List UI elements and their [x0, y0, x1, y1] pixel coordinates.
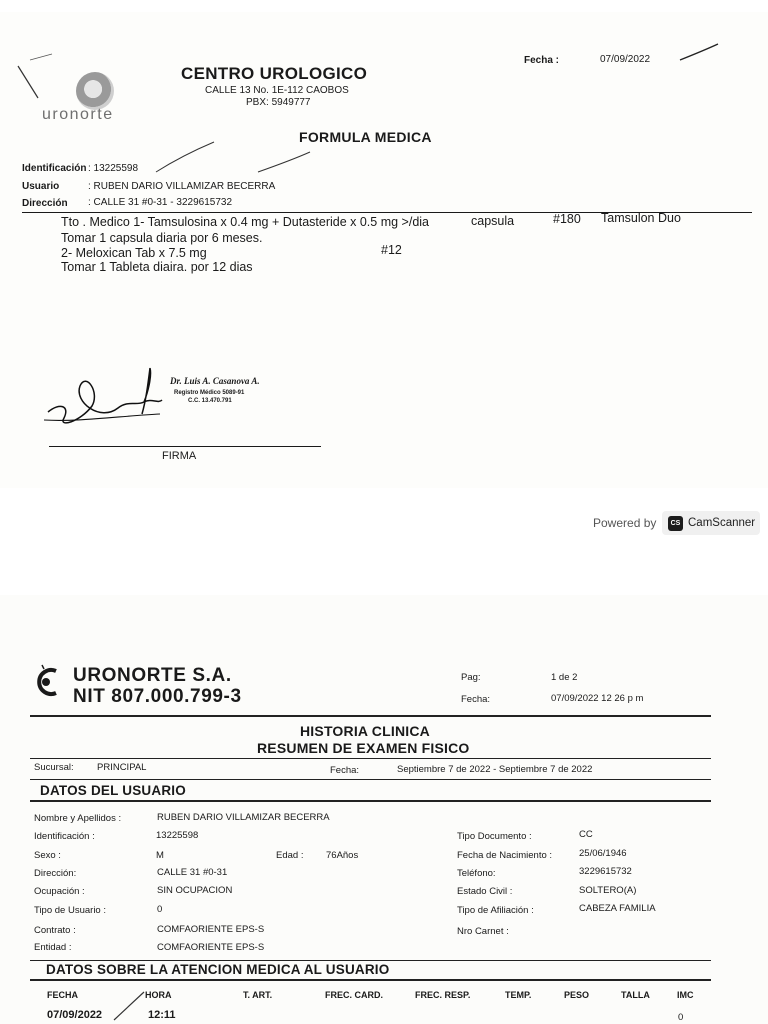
rx-line-3: 2- Meloxican Tab x 7.5 mg	[61, 246, 207, 260]
historia-title: HISTORIA CLINICA	[300, 723, 430, 739]
rx-line-4: Tomar 1 Tableta diaira. por 12 dias	[61, 260, 253, 274]
fecha-nacimiento-label: Fecha de Nacimiento :	[457, 850, 553, 861]
section-datos-usuario: DATOS DEL USUARIO	[40, 783, 186, 798]
col-imc: IMC	[677, 990, 694, 1000]
entidad-value: COMFAORIENTE EPS-S	[157, 942, 265, 953]
estado-civil-value: SOLTERO(A)	[579, 885, 637, 896]
tipo-usuario-label: Tipo de Usuario :	[34, 905, 106, 916]
sucursal-label: Sucursal:	[34, 762, 74, 773]
clinic-address: CALLE 13 No. 1E-112 CAOBOS	[205, 85, 349, 96]
header-band	[30, 715, 711, 717]
entidad-label: Entidad :	[34, 942, 72, 953]
camscanner-badge[interactable]	[662, 511, 760, 535]
handwritten-signature	[40, 362, 170, 434]
periodo-label: Fecha:	[330, 765, 360, 776]
signature-block	[36, 362, 286, 442]
company-nit: NIT 807.000.799-3	[73, 686, 242, 707]
doctor-cc: C.C. 13.470.791	[188, 398, 232, 404]
row-imc: 0	[678, 1012, 684, 1023]
fecha-nacimiento-value: 25/06/1946	[579, 848, 627, 859]
row-fecha: 07/09/2022	[47, 1009, 103, 1021]
tipo-documento-label: Tipo Documento :	[457, 831, 532, 842]
identificacion-label: Identificación	[22, 163, 87, 174]
direccion-label: Dirección	[22, 198, 68, 209]
sexo-label: Sexo :	[34, 850, 61, 861]
edad-value: 76Años	[326, 850, 359, 861]
logo-circle-icon	[76, 72, 114, 110]
direccion2-value: CALLE 31 #0-31	[157, 867, 228, 878]
estado-civil-label: Estado Civil :	[457, 886, 513, 897]
direccion-value: : CALLE 31 #0-31 - 3229615732	[88, 197, 232, 208]
doctor-registro: Registro Médico 5089-91	[174, 390, 245, 396]
telefono-label: Teléfono:	[457, 868, 496, 879]
formula-title: FORMULA MEDICA	[299, 129, 432, 145]
usuario-value: : RUBEN DARIO VILLAMIZAR BECERRA	[88, 181, 276, 192]
camscanner-icon: CS	[668, 516, 683, 531]
company-name: URONORTE S.A.	[73, 665, 232, 686]
col-peso: PESO	[564, 990, 590, 1000]
ocupacion-label: Ocupación :	[34, 886, 85, 897]
col-fecha: FECHA	[47, 990, 78, 1000]
camscanner-label: CamScanner	[688, 517, 756, 529]
nombre-value: RUBEN DARIO VILLAMIZAR BECERRA	[157, 812, 330, 823]
col-frec-card: FREC. CARD.	[325, 990, 383, 1000]
col-temp: TEMP.	[505, 990, 532, 1000]
usuario-label: Usuario	[22, 181, 60, 192]
rx-qty-2: #12	[381, 243, 402, 257]
uronorte-logo	[36, 72, 156, 130]
col-hora: HORA	[145, 990, 172, 1000]
col-frec-resp: FREC. RESP.	[415, 990, 471, 1000]
nombre-label: Nombre y Apellidos :	[34, 813, 122, 824]
signature-line	[49, 446, 321, 447]
tipo-documento-value: CC	[579, 829, 593, 840]
powered-by-text: Powered by	[593, 516, 657, 530]
identificacion-value: : 13225598	[88, 163, 139, 174]
rx-line-1: Tto . Medico 1- Tamsulosina x 0.4 mg + Dutasteride x 0.5 mg >/dia	[61, 215, 429, 229]
section-top-rule	[30, 779, 711, 780]
pag-value: 1 de 2	[551, 672, 578, 683]
contrato-label: Contrato :	[34, 925, 76, 936]
pen-check-mark	[110, 988, 150, 1024]
telefono-value: 3229615732	[579, 866, 632, 877]
historia-subtitle: RESUMEN DE EXAMEN FISICO	[257, 740, 470, 756]
rx-brand: Tamsulon Duo	[601, 211, 681, 225]
clinic-name: CENTRO UROLOGICO	[181, 64, 368, 83]
row-hora: 12:11	[148, 1009, 176, 1021]
rx-qty-1: #180	[553, 212, 581, 226]
sexo-value: M	[156, 850, 164, 861]
direccion2-label: Dirección:	[34, 868, 77, 879]
section-atencion: DATOS SOBRE LA ATENCION MEDICA AL USUARIO	[46, 962, 390, 977]
pag-label: Pag:	[461, 672, 481, 683]
col-t-art: T. ART.	[243, 990, 273, 1000]
tipo-afiliacion-value: CABEZA FAMILIA	[579, 903, 656, 914]
doctor-name: Dr. Luis A. Casanova A.	[170, 376, 260, 386]
identificacion2-label: Identificación :	[34, 831, 95, 842]
contrato-value: COMFAORIENTE EPS-S	[157, 924, 265, 935]
atencion-top-rule	[30, 960, 711, 961]
col-talla: TALLA	[621, 990, 650, 1000]
nro-carnet-label: Nro Carnet :	[457, 926, 509, 937]
tipo-usuario-value: 0	[157, 904, 163, 915]
atencion-bottom-rule	[30, 979, 711, 981]
edad-label: Edad :	[276, 850, 304, 861]
fecha-value: 07/09/2022	[600, 54, 651, 65]
fecha-print-label: Fecha:	[461, 694, 491, 705]
fecha-print-value: 07/09/2022 12 26 p m	[551, 693, 644, 704]
rx-form: capsula	[471, 214, 515, 228]
uronorte-c-logo-icon	[32, 663, 62, 701]
sucursal-value: PRINCIPAL	[97, 762, 147, 773]
ocupacion-value: SIN OCUPACION	[157, 885, 233, 896]
tipo-afiliacion-label: Tipo de Afiliación :	[457, 905, 534, 916]
rx-line-2: Tomar 1 capsula diaria por 6 meses.	[61, 231, 263, 245]
logo-wordmark: uronorte	[42, 106, 114, 123]
firma-label: FIRMA	[162, 450, 197, 462]
identificacion2-value: 13225598	[156, 830, 199, 841]
fecha-label: Fecha :	[524, 55, 560, 66]
title-divider	[30, 758, 711, 759]
clinic-pbx: PBX: 5949777	[246, 97, 311, 108]
periodo-value: Septiembre 7 de 2022 - Septiembre 7 de 2022	[397, 764, 593, 775]
section-bottom-rule	[30, 800, 711, 802]
